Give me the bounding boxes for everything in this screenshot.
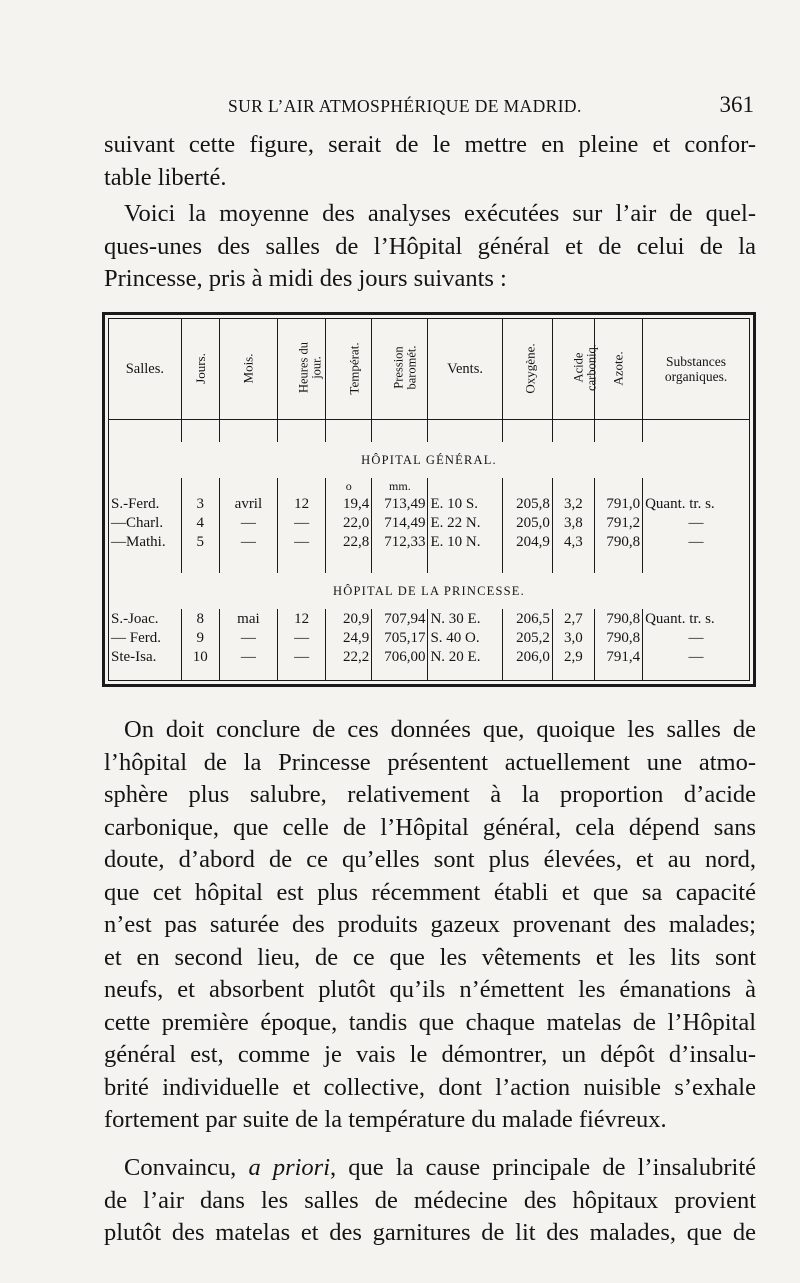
- text-line: que cet hôpital est plus récemment établi et que sa capacité: [104, 878, 756, 906]
- section-title-row: [109, 573, 749, 609]
- col-header-acide: Acide carboniq.: [552, 319, 594, 420]
- table-header-row: [109, 319, 749, 420]
- col-header-salles: Salles.: [109, 319, 181, 420]
- unit-pressure: mm.: [372, 478, 428, 494]
- text-line: sphère plus salubre, relativement à la proportion d’acide: [104, 781, 756, 808]
- text-line: Voici la moyenne des analyses exécutées sur l’air de quel-: [124, 200, 756, 227]
- table-row: —Charl. 4 — — 22,0 714,49 E. 22 N. 205,0 3,8 791,2 —: [109, 513, 749, 532]
- col-header-vents: Vents.: [428, 319, 502, 420]
- paragraph-1: [104, 129, 756, 194]
- col-header-heures: Heures du jour.: [278, 319, 326, 420]
- italic-phrase: a priori: [248, 1154, 331, 1181]
- unit-row: [109, 478, 749, 494]
- section-title-row: [109, 442, 749, 478]
- text-line: de l’air dans les salles de médecine des hôpitaux provient: [104, 1186, 756, 1214]
- col-header-temperature: Températ.: [326, 319, 372, 420]
- col-header-mois: Mois.: [219, 319, 277, 420]
- section-title-hopital-princesse: HÔPITAL DE LA PRINCESSE.: [333, 583, 525, 598]
- text-line: suivant cette figure, serait de le mettre en pleine et confor-: [104, 131, 756, 158]
- table-spacer: [109, 551, 749, 573]
- text-line: neufs, et absorbent plutôt qu’ils n’émettent les émanations à: [104, 976, 756, 1003]
- text-line: général est, comme je vais le démontrer, un dépôt d’insalu-: [104, 1041, 756, 1068]
- running-title: SUR L’AIR ATMOSPHÉRIQUE DE MADRID.: [228, 96, 582, 116]
- text-line: et en second lieu, de ce que les vêtements et les lits sont: [104, 943, 756, 971]
- text-line: l’hôpital de la Princesse présentent actuellement une atmo-: [104, 748, 756, 776]
- table-spacer: [109, 666, 749, 680]
- table-row: S.-Ferd. 3 avril 12 19,4 713,49 E. 10 S. 205,8 3,2 791,0 Quant. tr. s.: [109, 494, 749, 513]
- table-row: S.-Joac. 8 mai 12 20,9 707,94 N. 30 E. 206,5 2,7 790,8 Quant. tr. s.: [109, 609, 749, 628]
- analysis-table: [109, 319, 749, 680]
- paragraph-2: [104, 198, 756, 296]
- table-row: — Ferd. 9 — — 24,9 705,17 S. 40 O. 205,2 3,0 790,8 —: [109, 628, 749, 647]
- text-line: On doit conclure de ces données que, quoique les salles de: [124, 716, 756, 743]
- text-line: cette première époque, tandis que chaque matelas de l’Hôpital: [104, 1008, 756, 1036]
- col-header-substances: Substances organiques.: [643, 319, 749, 420]
- analysis-table-frame: [102, 312, 756, 687]
- text-line: ques-unes des salles de l’Hôpital général et de celui de la: [104, 232, 756, 260]
- text-line: doute, d’abord de ce qu’elles sont plus élevées, et au nord,: [104, 846, 756, 873]
- col-header-jours: Jours.: [181, 319, 219, 420]
- paragraph-3: [104, 714, 756, 1137]
- paragraph-4: [104, 1152, 756, 1250]
- text-line: plutôt des matelas et des garnitures de lit des malades, que de: [104, 1219, 756, 1246]
- page-number: 361: [719, 92, 754, 117]
- table-row: Ste-Isa. 10 — — 22,2 706,00 N. 20 E. 206,0 2,9 791,4 —: [109, 647, 749, 666]
- unit-temperature: o: [326, 478, 372, 494]
- text-line: n’est pas saturée des produits gazeux provenant des malades;: [104, 911, 756, 938]
- col-header-azote: Azote.: [594, 319, 642, 420]
- col-header-pression: Pression baromét.: [372, 319, 428, 420]
- running-head: [104, 92, 754, 128]
- table-row: —Mathi. 5 — — 22,8 712,33 E. 10 N. 204,9 4,3 790,8 —: [109, 532, 749, 551]
- text-line: Princesse, pris à midi des jours suivants :: [104, 265, 507, 292]
- section-title-hopital-general: HÔPITAL GÉNÉRAL.: [361, 452, 497, 467]
- text-line: fortement par suite de la température du malade fiévreux.: [104, 1106, 667, 1133]
- text-line: carbonique, que celle de l’Hôpital général, cela dépend sans: [104, 813, 756, 841]
- text-line: brité individuelle et collective, dont l’action nuisible s’exhale: [104, 1073, 756, 1101]
- col-header-oxygene: Oxygène.: [502, 319, 552, 420]
- analysis-table-inner: [108, 318, 750, 681]
- text-line: Convaincu, a priori, que la cause principale de l’insalubrité: [124, 1154, 756, 1181]
- table-spacer: [109, 420, 749, 443]
- text-line: table liberté.: [104, 163, 227, 191]
